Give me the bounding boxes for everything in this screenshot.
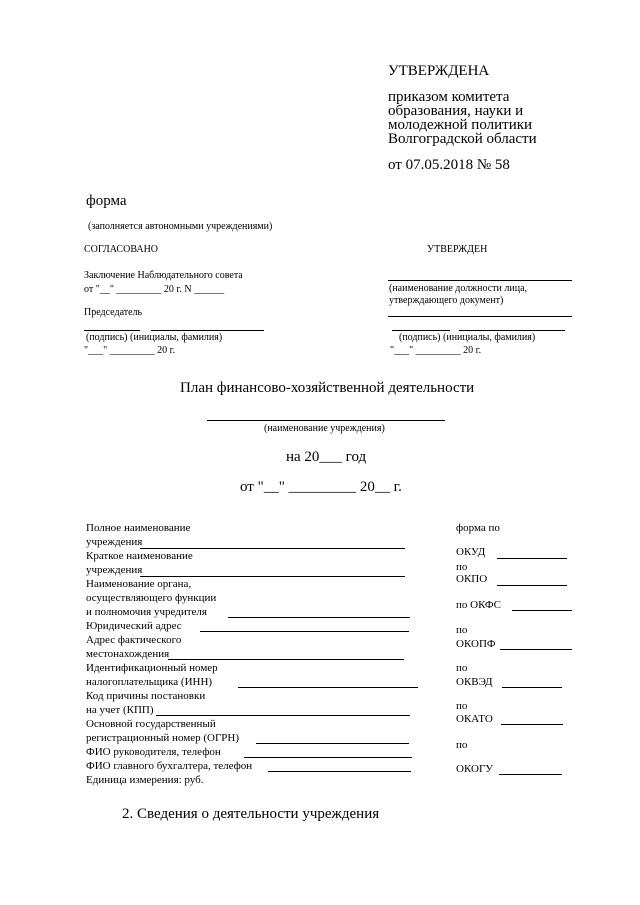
approver-signature-line	[392, 330, 450, 331]
detail-kpp-label-2: на учет (КПП)	[86, 704, 154, 716]
detail-accountant-label: ФИО главного бухгалтера, телефон	[86, 760, 253, 772]
detail-short-name-label: Краткое наименование	[86, 550, 193, 562]
board-conclusion-date: от "__" _________ 20 г. N ______	[84, 284, 225, 295]
code-okfs-line[interactable]	[512, 610, 572, 611]
detail-director-label: ФИО руководителя, телефон	[86, 746, 221, 758]
code-form-po: форма по	[456, 522, 500, 534]
chairman-label: Председатель	[84, 307, 143, 318]
detail-kpp-line[interactable]	[156, 715, 410, 716]
detail-founder-label-3: и полномочия учредителя	[86, 606, 207, 618]
approval-line-1: приказом комитета	[388, 89, 510, 105]
detail-legal-address-label: Юридический адрес	[86, 620, 182, 632]
code-po-5: по	[456, 739, 468, 751]
detail-full-name-label: Полное наименование	[86, 522, 191, 534]
code-okopf-line[interactable]	[500, 649, 572, 650]
detail-short-name-line[interactable]	[140, 576, 405, 577]
fill-note: (заполняется автономными учреждениями)	[88, 221, 273, 232]
code-po-3: по	[456, 662, 468, 674]
board-conclusion: Заключение Наблюдательного совета	[84, 270, 243, 281]
detail-actual-address-line[interactable]	[168, 659, 404, 660]
code-okpo-line[interactable]	[497, 585, 567, 586]
approver-name-line	[459, 330, 565, 331]
plan-year-line: на 20___ год	[286, 449, 367, 465]
code-okogu-label: ОКОГУ	[456, 763, 494, 775]
section-2-title: 2. Сведения о деятельности учреждения	[122, 806, 380, 822]
approval-date: от 07.05.2018 № 58	[388, 157, 510, 173]
detail-ogrn-label: Основной государственный	[86, 718, 216, 730]
detail-unit-label: Единица измерения: руб.	[86, 774, 204, 786]
position-line-2	[388, 316, 572, 317]
detail-kpp-label: Код причины постановки	[86, 690, 206, 702]
detail-ogrn-label-2: регистрационный номер (ОГРН)	[86, 732, 240, 744]
approval-heading: УТВЕРЖДЕНА	[388, 63, 490, 79]
right-date-line: "___" _________ 20 г.	[390, 345, 482, 356]
form-label: форма	[86, 193, 127, 209]
plan-title: План финансово-хозяйственной деятельности	[180, 380, 475, 396]
detail-accountant-line[interactable]	[268, 771, 411, 772]
code-okfs-label: по ОКФС	[456, 599, 501, 611]
detail-actual-address-label-2: местонахождения	[86, 648, 170, 660]
position-caption-1: (наименование должности лица,	[389, 283, 528, 294]
approval-line-3: молодежной политики	[388, 117, 533, 133]
code-okud-line[interactable]	[497, 558, 567, 559]
institution-name-line	[207, 420, 445, 421]
chairman-signature-line	[84, 330, 140, 331]
detail-inn-label: Идентификационный номер	[86, 662, 218, 674]
plan-date-line: от "__" _________ 20__ г.	[240, 479, 402, 495]
left-date-line: "___" _________ 20 г.	[84, 345, 176, 356]
detail-inn-label-2: налогоплательщика (ИНН)	[86, 676, 213, 688]
code-okopf-label: ОКОПФ	[456, 638, 496, 650]
code-okato-label: ОКАТО	[456, 713, 493, 725]
detail-short-name-label-2: учреждения	[86, 564, 143, 576]
position-caption-2: утверждающего документ)	[389, 295, 504, 306]
detail-founder-line[interactable]	[228, 617, 410, 618]
code-okpo-label: ОКПО	[456, 573, 488, 585]
detail-legal-address-line[interactable]	[200, 631, 409, 632]
code-okved-line[interactable]	[502, 687, 562, 688]
code-okud-label: ОКУД	[456, 546, 486, 558]
position-line	[388, 280, 572, 281]
code-po-1: по	[456, 561, 468, 573]
code-okato-line[interactable]	[501, 724, 563, 725]
detail-founder-label: Наименование органа,	[86, 578, 192, 590]
detail-actual-address-label: Адрес фактического	[86, 634, 182, 646]
agreed-label: СОГЛАСОВАНО	[84, 244, 159, 255]
code-po-4: по	[456, 700, 468, 712]
approved-label: УТВЕРЖДЕН	[427, 244, 488, 255]
detail-founder-label-2: осуществляющего функции	[86, 592, 217, 604]
detail-full-name-line[interactable]	[140, 548, 405, 549]
approval-line-4: Волгоградской области	[388, 131, 537, 147]
right-sign-caption: (подпись) (инициалы, фамилия)	[399, 332, 536, 343]
left-sign-caption: (подпись) (инициалы, фамилия)	[86, 332, 223, 343]
detail-director-line[interactable]	[244, 757, 412, 758]
detail-ogrn-line[interactable]	[256, 743, 409, 744]
code-okogu-line[interactable]	[499, 774, 562, 775]
institution-caption: (наименование учреждения)	[264, 423, 385, 434]
detail-full-name-label-2: учреждения	[86, 536, 143, 548]
approval-line-2: образования, науки и	[388, 103, 524, 119]
detail-inn-line[interactable]	[238, 687, 418, 688]
chairman-name-line	[151, 330, 264, 331]
code-po-2: по	[456, 624, 468, 636]
code-okved-label: ОКВЭД	[456, 676, 493, 688]
